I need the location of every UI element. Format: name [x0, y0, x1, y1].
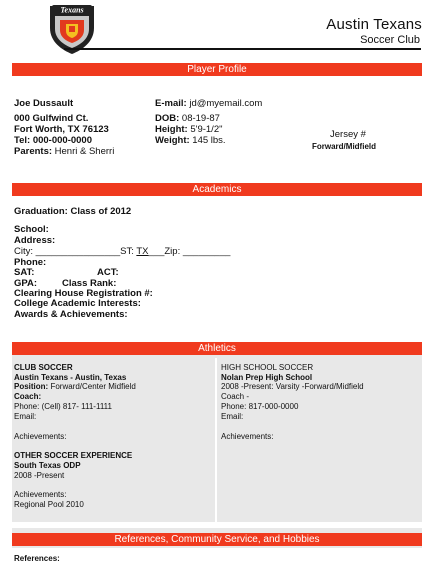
awards-label: Awards & Achievements:: [14, 309, 128, 320]
section-references: References, Community Service, and Hobbies: [12, 533, 422, 546]
hs-years: 2008 -Present: Varsity -Forward/Midfield: [221, 382, 364, 391]
phone-label: Phone:: [14, 257, 47, 268]
club-achievements: Achievements:: [14, 432, 67, 441]
city-line: City: ________________ST: TX___Zip: _________: [14, 246, 231, 257]
other-achievements: Achievements:: [14, 490, 67, 499]
hs-achievements: Achievements:: [221, 432, 274, 441]
address-label: Address:: [14, 235, 56, 246]
section-athletics: Athletics: [12, 342, 422, 355]
gpa-label: GPA:: [14, 278, 38, 289]
club-subtitle: Soccer Club: [360, 34, 420, 46]
club-position: Position: Forward/Center Midfield: [14, 382, 136, 391]
club-team: Austin Texans - Austin, Texas: [14, 373, 127, 382]
hs-phone: Phone: 817-000-0000: [221, 402, 299, 411]
club-soccer-heading: CLUB SOCCER: [14, 363, 73, 372]
class-rank-label: Class Rank:: [62, 278, 117, 289]
player-position: Forward/Midfield: [312, 142, 376, 151]
interests-label: College Academic Interests:: [14, 298, 141, 309]
hs-email: Email:: [221, 412, 244, 421]
clearing-house-label: Clearing House Registration #:: [14, 288, 153, 299]
telephone: Tel: 000-000-0000: [14, 135, 92, 146]
other-award: Regional Pool 2010: [14, 500, 84, 509]
hs-soccer-heading: HIGH SCHOOL SOCCER: [221, 363, 314, 372]
section-player-profile: Player Profile: [12, 63, 422, 76]
school-label: School:: [14, 224, 49, 235]
dob: DOB: 08-19-87: [155, 113, 220, 124]
parents: Parents: Henri & Sherri: [14, 146, 115, 157]
club-phone: Phone: (Cell) 817- 111-1111: [14, 402, 112, 411]
address-line-2: Fort Worth, TX 76123: [14, 124, 109, 135]
sat-label: SAT:: [14, 267, 35, 278]
references-label: References:: [14, 554, 60, 563]
address-line-1: 000 Gulfwind Ct.: [14, 113, 89, 124]
section-academics: Academics: [12, 183, 422, 196]
other-years: 2008 -Present: [14, 471, 65, 480]
club-coach: Coach:: [14, 392, 42, 401]
player-name: Joe Dussault: [14, 98, 74, 109]
hs-school: Nolan Prep High School: [221, 373, 313, 382]
club-email: Email:: [14, 412, 37, 421]
athletics-divider: [215, 358, 217, 522]
email: E-mail: jd@myemail.com: [155, 98, 263, 109]
hs-coach: Coach -: [221, 392, 250, 401]
other-experience-heading: OTHER SOCCER EXPERIENCE: [14, 451, 133, 460]
act-label: ACT:: [97, 267, 119, 278]
graduation: Graduation: Class of 2012: [14, 206, 132, 217]
club-name: Austin Texans: [326, 16, 422, 33]
other-team: South Texas ODP: [14, 461, 81, 470]
crest-text: Texans: [60, 5, 84, 15]
athletics-panel: [12, 342, 422, 522]
height: Height: 5'9-1/2": [155, 124, 223, 135]
weight: Weight: 145 lbs.: [155, 135, 226, 146]
jersey-label: Jersey #: [330, 129, 366, 140]
header-rule: [64, 48, 421, 50]
